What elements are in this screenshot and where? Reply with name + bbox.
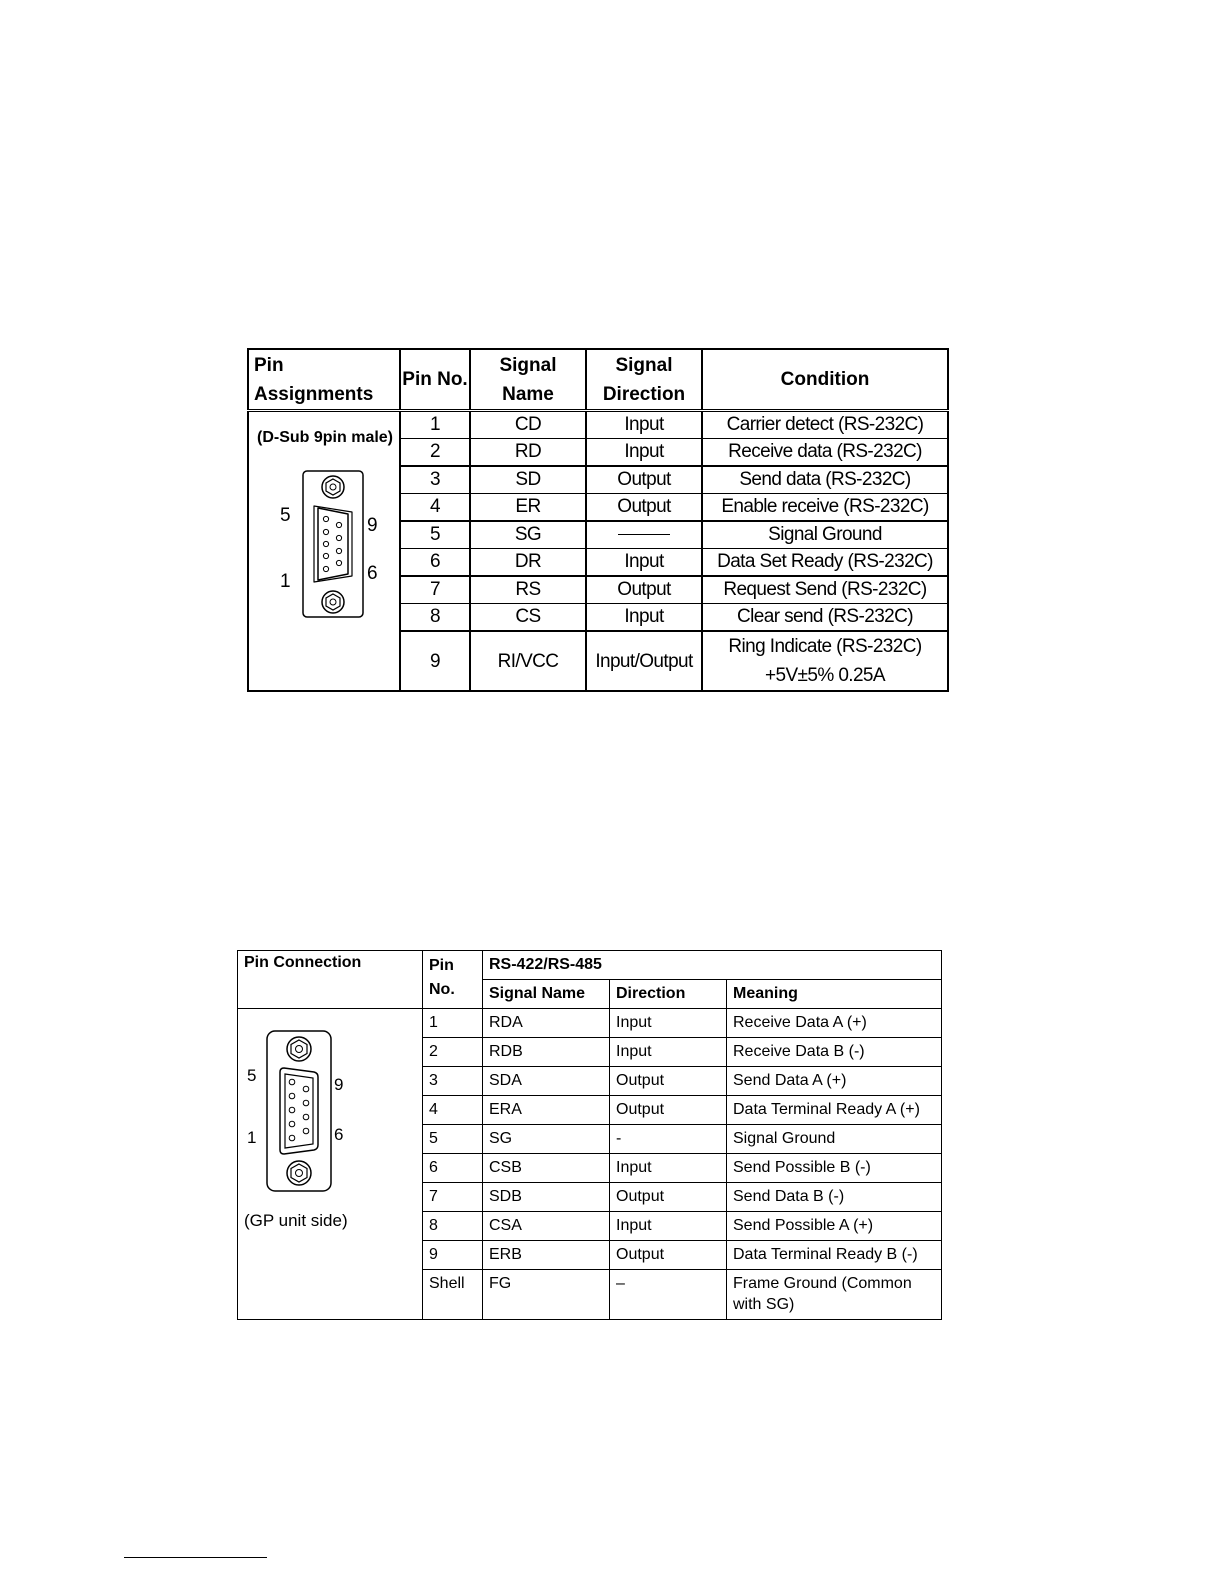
pin-label-1: 1 — [280, 571, 291, 592]
condition-cell — [702, 631, 948, 691]
pin-cell: 4 — [423, 1096, 483, 1125]
direction-cell: Input — [586, 604, 702, 632]
signal-cell: RDA — [483, 1009, 610, 1038]
meaning-cell: Receive Data B (-) — [727, 1038, 942, 1067]
signal-cell: FG — [483, 1270, 610, 1320]
header-rs422-rs485: RS-422/RS-485 — [483, 951, 942, 980]
signal-cell: RDB — [483, 1038, 610, 1067]
header-dir-line2: Direction — [602, 383, 686, 405]
condition-cell: Send data (RS-232C) — [702, 466, 948, 494]
pin-cell: 4 — [400, 494, 470, 522]
signal-cell: RI/VCC — [470, 631, 586, 691]
direction-cell: Input — [610, 1212, 727, 1241]
condition-cell: Enable receive (RS-232C) — [702, 494, 948, 522]
pin-label-6: 6 — [367, 563, 378, 584]
header-pin-line2: No. — [429, 981, 455, 998]
meaning-cell: Send Possible A (+) — [727, 1212, 942, 1241]
condition-cell: Request Send (RS-232C) — [702, 576, 948, 604]
header-pin-line1: Pin — [429, 957, 454, 974]
footnote-divider — [124, 1557, 267, 1558]
pin-cell: 7 — [400, 576, 470, 604]
signal-cell: SDA — [483, 1067, 610, 1096]
direction-cell: Input — [610, 1009, 727, 1038]
meaning-cell: Data Terminal Ready A (+) — [727, 1096, 942, 1125]
signal-cell: SG — [483, 1125, 610, 1154]
direction-cell: Input/Output — [586, 631, 702, 691]
header-signal-direction — [586, 349, 702, 411]
direction-cell: - — [610, 1125, 727, 1154]
meaning-cell: Data Terminal Ready B (-) — [727, 1241, 942, 1270]
header-condition: Condition — [702, 349, 948, 411]
signal-cell: DR — [470, 549, 586, 577]
table-header-row — [238, 951, 942, 980]
direction-cell: Input — [610, 1154, 727, 1183]
direction-cell: Output — [610, 1096, 727, 1125]
connector-caption: (GP unit side) — [244, 1211, 348, 1230]
pin-cell: 8 — [400, 604, 470, 632]
direction-cell: Input — [610, 1038, 727, 1067]
pin-cell: 2 — [423, 1038, 483, 1067]
pin-label-5: 5 — [247, 1066, 257, 1085]
header-meaning: Meaning — [727, 980, 942, 1009]
meaning-cell: Frame Ground (Common with SG) — [727, 1270, 942, 1320]
signal-cell: CD — [470, 411, 586, 439]
table-header-row — [248, 349, 948, 411]
direction-cell: Output — [610, 1241, 727, 1270]
pin-label-5: 5 — [280, 505, 291, 526]
direction-cell: Output — [586, 466, 702, 494]
signal-cell: RD — [470, 439, 586, 467]
signal-cell: RS — [470, 576, 586, 604]
meaning-cell: Send Data A (+) — [727, 1067, 942, 1096]
pin-cell: 3 — [400, 466, 470, 494]
pin-cell: Shell — [423, 1270, 483, 1320]
db9-male-connector-icon — [300, 468, 366, 620]
condition-cell: Carrier detect (RS-232C) — [702, 411, 948, 439]
signal-cell: CS — [470, 604, 586, 632]
condition-line2: +5V±5% 0.25A — [765, 665, 885, 686]
db9-connector-icon — [264, 1028, 334, 1194]
connector-caption: (D-Sub 9pin male) — [257, 429, 394, 446]
header-signal-name: Signal Name — [483, 980, 610, 1009]
pin-cell: 7 — [423, 1183, 483, 1212]
pin-cell: 3 — [423, 1067, 483, 1096]
meaning-cell: Signal Ground — [727, 1125, 942, 1154]
direction-cell: Input — [586, 549, 702, 577]
direction-cell: – — [610, 1270, 727, 1320]
direction-cell: Output — [610, 1067, 727, 1096]
pin-cell: 9 — [423, 1241, 483, 1270]
pin-label-9: 9 — [334, 1075, 344, 1094]
signal-cell: SDB — [483, 1183, 610, 1212]
pin-cell: 5 — [400, 521, 470, 549]
pin-cell: 5 — [423, 1125, 483, 1154]
direction-cell-none — [586, 521, 702, 549]
condition-cell: Data Set Ready (RS-232C) — [702, 549, 948, 577]
direction-cell: Input — [586, 439, 702, 467]
header-pin-connection: Pin Connection — [238, 951, 423, 1009]
condition-cell: Clear send (RS-232C) — [702, 604, 948, 632]
signal-cell: CSA — [483, 1212, 610, 1241]
direction-cell: Output — [586, 494, 702, 522]
header-pin-assignments: Pin Assignments — [248, 349, 400, 411]
signal-cell: SG — [470, 521, 586, 549]
pin-label-1: 1 — [247, 1128, 257, 1147]
meaning-cell: Send Possible B (-) — [727, 1154, 942, 1183]
direction-cell: Input — [586, 411, 702, 439]
pin-cell: 9 — [400, 631, 470, 691]
meaning-cell: Receive Data A (+) — [727, 1009, 942, 1038]
pin-cell: 8 — [423, 1212, 483, 1241]
header-pin-no — [423, 951, 483, 1009]
pin-cell: 1 — [400, 411, 470, 439]
header-signal-name: Signal Name — [470, 349, 586, 411]
condition-line1: Ring Indicate (RS-232C) — [728, 636, 922, 657]
signal-cell: CSB — [483, 1154, 610, 1183]
condition-cell: Signal Ground — [702, 521, 948, 549]
pin-label-6: 6 — [334, 1125, 344, 1144]
header-dir-line1: Signal — [615, 354, 673, 376]
condition-cell: Receive data (RS-232C) — [702, 439, 948, 467]
pin-cell: 6 — [423, 1154, 483, 1183]
pin-cell: 6 — [400, 549, 470, 577]
pin-label-9: 9 — [367, 515, 378, 536]
signal-cell: SD — [470, 466, 586, 494]
signal-cell: ER — [470, 494, 586, 522]
table-row — [238, 1009, 942, 1038]
pin-cell: 1 — [423, 1009, 483, 1038]
direction-cell: Output — [586, 576, 702, 604]
signal-cell: ERA — [483, 1096, 610, 1125]
direction-cell: Output — [610, 1183, 727, 1212]
meaning-cell: Send Data B (-) — [727, 1183, 942, 1212]
dash-line — [618, 534, 670, 535]
signal-cell: ERB — [483, 1241, 610, 1270]
header-direction: Direction — [610, 980, 727, 1009]
pin-cell: 2 — [400, 439, 470, 467]
header-pin-no: Pin No. — [400, 349, 470, 411]
